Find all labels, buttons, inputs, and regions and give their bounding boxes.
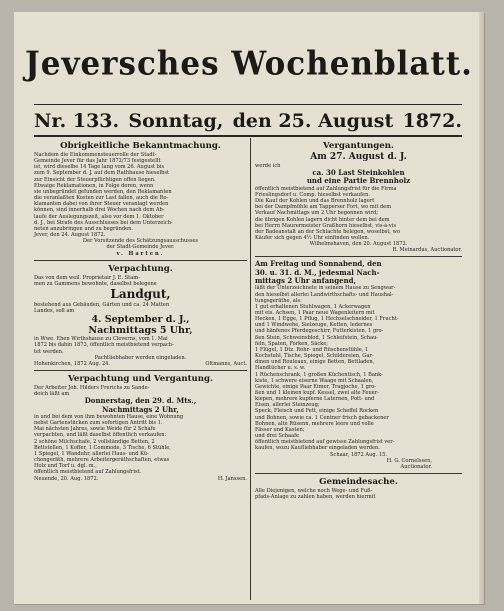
text-line: Fässer und Kasten; — [255, 426, 305, 433]
notice-lease-auction — [34, 374, 247, 482]
text-line: Speck, Fleisch und Fett, einige Scheffel Rocken — [255, 408, 379, 415]
notice-coal-auction — [255, 141, 462, 253]
text-line: und drei Schaafe — [255, 433, 299, 440]
headline-estate: Landgut, — [110, 286, 171, 301]
text-line: der Badeanstalt an der Schlachte belegen, woselbst, wo — [255, 228, 401, 235]
text-line: zur Einsicht der Steuerpflichtigen offen liegen. — [34, 176, 156, 183]
text-line: tet werden. — [34, 348, 64, 355]
text-line: Handtücher u. s. w. — [255, 365, 306, 372]
text-line: d. J., bei Strafe des Ausschlusses bei dem Unterzeich- — [34, 219, 173, 226]
headline-time: Nachmittags 2 Uhr, — [102, 404, 179, 414]
text-line: Landes, soll am — [34, 308, 75, 315]
text-line: 1 gut erhaltenen Stuhlwagen, 1 Ackerwagen — [255, 303, 371, 310]
right-column — [255, 140, 462, 500]
place-signature — [34, 361, 247, 367]
text-line: 1872 bis dahin 1873, öffentlich meistbietend verpach- — [34, 342, 174, 349]
text-line: tungsgeräthe, als: — [255, 297, 302, 304]
text-line: chengeräth, mehrere Arbeitergeräthschaften, etwas — [34, 457, 170, 464]
text-line: Bohnen, alte Rüsenn, mehrere leere und volle — [255, 420, 374, 427]
notice-title: Verpachtung. — [108, 263, 173, 274]
text-line: kiepen, mehrere kupferne Laternen, Pott- und — [255, 396, 375, 403]
text-line: ßen und 1 kleinen kupf. Kessel, zwei alte Feuer- — [255, 390, 379, 397]
headline-time: Nachmittags 5 Uhr, — [88, 325, 193, 337]
signature-role: Auctionator. — [400, 463, 432, 470]
text-line: mit eis. Achsen, 1 Paar neue Wagenleitern mit — [255, 309, 375, 316]
notice-tax-roll — [34, 141, 247, 257]
text-line: Bettstellen, 1 Koffer, 1 Commode, 3 Tische, 6 Stühle, — [34, 444, 171, 451]
notice-divider — [255, 473, 462, 474]
text-line: Frieslingsdorf u. Comp. hieselbst verkaufen. — [255, 191, 370, 198]
text-line: zum 9. September d. J. auf dem Rathhause hieselbst — [34, 170, 170, 177]
issue-date: den 25. August — [232, 110, 394, 132]
text-line: bestehend aus Gebäuden, Gärten und ca. 24 Matten — [34, 301, 170, 308]
place-date: Hohenkirchen, 1872 Aug. 24. — [34, 360, 111, 367]
text-line: Alle Diejenigen, welche noch Wege- und Fuß- — [255, 488, 373, 495]
headline-dates: 30. u. 31. d. M., jedesmal Nach- — [255, 267, 380, 277]
text-line: in und bei dem von ihm bewohnten Hause, eine Wohnung — [34, 413, 184, 420]
notice-title: Vergantungen. — [323, 141, 394, 151]
text-line: 1 Rüchenschrank, 1 großen Küchentisch, 1 Bank- — [255, 371, 383, 378]
text-line: Eisen, allerlei Steinzeug; — [255, 402, 320, 409]
text-line: ßen Stein, Schweinsblod, 1 Schleifstein, Schau- — [255, 334, 379, 341]
text-line: Kochstuhl, Tische, Spiegel, Schildereien, Gar- — [255, 353, 374, 360]
text-line: können, sind innerhalb drei Wochen nach dem Ab- — [34, 207, 165, 214]
text-line: bei der Dampfmühle am Tapperser Fort, wo mit dem — [255, 204, 392, 211]
issue-line — [34, 110, 462, 132]
text-line: Mai nächsten Jahres, sowie Weide für 2 Schafe — [34, 426, 156, 433]
text-line: Nachdem die Einkommensteuerrolle der Stadt- — [34, 152, 157, 158]
page-edge — [479, 12, 484, 604]
text-line: läßt der Unterzeichnete in seinem Hause zu Sengwar- — [255, 285, 396, 292]
notice-divider — [34, 260, 247, 261]
text-line: ist, wird dieselbe 14 Tage lang vom 26. August bis — [34, 164, 165, 171]
text-line: öffentlich meistbietend auf Zahlungsfrist für die Firma — [255, 185, 397, 192]
issue-day: Sonntag, — [128, 110, 224, 132]
text-line: Gewichte, einige Paar Eimer, Tragjoche, 1 gro- — [255, 383, 377, 390]
notice-community — [255, 477, 462, 500]
signature-name: H. G. Cornelssen, — [386, 457, 432, 464]
text-line: men zu Gammens bewohnte, daselbst belegene — [34, 280, 157, 287]
notice-lease-estate — [34, 264, 247, 367]
signature-line: Der Vorsitzende des Schätzungsausschusses — [82, 238, 199, 245]
headline-days: Am Freitag und Sonnabend, den — [255, 259, 382, 269]
text-line: und hänfenes Pferdegeschirr, Futterkisten, 1 gro- — [255, 328, 384, 335]
text-line: öffentlich meistbietend auf Zahlungsfrist. — [34, 469, 142, 476]
signature-line: der Stadt-Gemeinde Jever. — [106, 244, 175, 251]
text-line: Holz und Torf u. dgl. m., — [34, 463, 97, 470]
text-line: und Bohnen, sowie ca. 1 Centner frisch gebackener — [255, 414, 389, 421]
text-line: 1 Flügel, 1 Dtz. Rohr- und Rüschenstühle, 1 — [255, 346, 369, 353]
place-date: Wilhelmshaven, den 20. August 1872. — [309, 241, 408, 248]
text-line: den hieselbst allerlei Landwirthschafts- und Haushal- — [255, 291, 394, 298]
text-line: nebst Gartenstücken zum sofortigen Antritt bis 1. — [34, 420, 163, 427]
text-line: Das von dem weil. Proprietair J. E. Stam- — [34, 274, 140, 281]
text-line: Der Arbeiter Joh. Hilders Frerichs zu Sande- — [34, 385, 150, 392]
text-line: 1 Spiegel, 1 Wanduhr, allerlei Haus- und Kü- — [34, 450, 149, 457]
signature-name: v. Harten. — [116, 250, 165, 257]
headline-coal: ca. 30 Last Steinkohlen — [312, 168, 405, 178]
text-line: Käufer sich gegen 4½ Uhr einfinden wollen. — [255, 235, 370, 241]
text-line: Verkauf Nachmittags um 2 Uhr begonnen wird; — [255, 210, 378, 217]
text-line: bei Herrn Maurermeister Graßhorn hieselbst, vis-à-vis — [255, 222, 397, 229]
text-line: kiste, 1 schwere eiserne Waage mit Schaalen, — [255, 377, 374, 384]
signature-name: R. Meinardus, Auctionator. — [392, 247, 462, 254]
text-line: Hecken, 1 Egge, 1 Pflug, 1 Hechselschneider, 1 Frucht- — [255, 316, 399, 323]
masthead-rule-bottom — [34, 135, 462, 137]
text-line: öffentlich meistbietend auf gewisse Zahlungsfrist ver- — [255, 439, 395, 446]
headline-date: Donnerstag, den 29. d. Mts., — [84, 396, 197, 406]
place-date: Jever, den 24. August 1872. — [34, 232, 106, 239]
notice-title: Gemeindesache. — [319, 477, 398, 488]
text-line: deich läßt am — [34, 391, 70, 398]
place-signature — [34, 476, 247, 482]
text-line: Etwaige Reklamationen, in Folge deren, wenn — [34, 182, 154, 189]
masthead-title: Jeversches Wochenblatt. — [25, 45, 473, 83]
signature-name: H. Janssen. — [217, 475, 247, 482]
headline-firewood: und eine Partie Brennholz — [306, 176, 411, 186]
masthead-rule-top — [34, 104, 462, 105]
place-date: Neuende, 20. Aug. 1872. — [34, 475, 99, 482]
text-line: Die Kauf der Kohlen und das Brennholz lagert — [255, 198, 375, 205]
text-line: klamanten dabei von ihrer Steuer veranlagt werden — [34, 201, 169, 208]
text-line: neten anzubringen und zu begründen. — [34, 225, 134, 232]
notice-title: Verpachtung und Vergantung. — [67, 374, 214, 385]
issue-year: 1872. — [402, 110, 462, 132]
text-line: werde ich — [255, 163, 281, 169]
text-line: laufe der Auslegungszeit, also vor dem 1. Oktober — [34, 213, 164, 220]
text-line: die übrigen Kohlen lagern dicht hinter dem bei dem — [255, 216, 390, 223]
text-line: sie unbegründet gefunden werden, den Reklamanten — [34, 188, 172, 195]
notice-divider — [255, 256, 462, 257]
headline-time: mittags 2 Uhr anfangend, — [255, 276, 356, 286]
text-line: 2 schöne Milchschafe, 2 vollständige Betten, 2 — [34, 438, 155, 445]
notice-household-auction — [255, 260, 462, 470]
left-column — [34, 140, 247, 482]
text-line: kaufen, wozu Kaufliebhaber eingeladen werden. — [255, 445, 380, 452]
issue-number: Nr. 133. — [34, 110, 120, 132]
text-line: und 1 Windwehe, Sielzeuge, Ketten, ledernes — [255, 322, 373, 329]
text-line: die veranlaßten Kosten zur Last fallen, auch die Re- — [34, 195, 169, 202]
text-line: verpachten, und läßt daselbst öffentlich verkaufen: — [34, 432, 167, 439]
text-line: Gemeinde Jever für das Jahr 1872/73 festgestellt — [34, 158, 161, 165]
headline-date: 4. September d. J., — [91, 314, 190, 326]
text-line: feln, Spaten, Forken, Säcke; — [255, 340, 328, 347]
place-date: Schaar, 1872 Aug. 15. — [330, 451, 387, 458]
notice-title: Obrigkeitliche Bekanntmachung. — [60, 141, 221, 151]
notice-divider — [34, 370, 247, 371]
newspaper-page — [14, 12, 484, 604]
text-line: pfads-Anlage zu zahlen haben, werden hiermit — [255, 494, 376, 501]
signature-name: Oltmanns, Auct. — [205, 360, 247, 367]
text-line: Pachtliebhaber werden eingeladen. — [94, 354, 187, 361]
text-line: dinen und Rouleaux, einige Betten, Bettladen, — [255, 359, 375, 366]
text-line: in Wwe. Ehen Wirthshause zu Cleverns, vom 1. Mai — [34, 336, 168, 343]
notice-date: Am 27. August d. J. — [310, 152, 407, 162]
column-divider — [250, 138, 251, 600]
